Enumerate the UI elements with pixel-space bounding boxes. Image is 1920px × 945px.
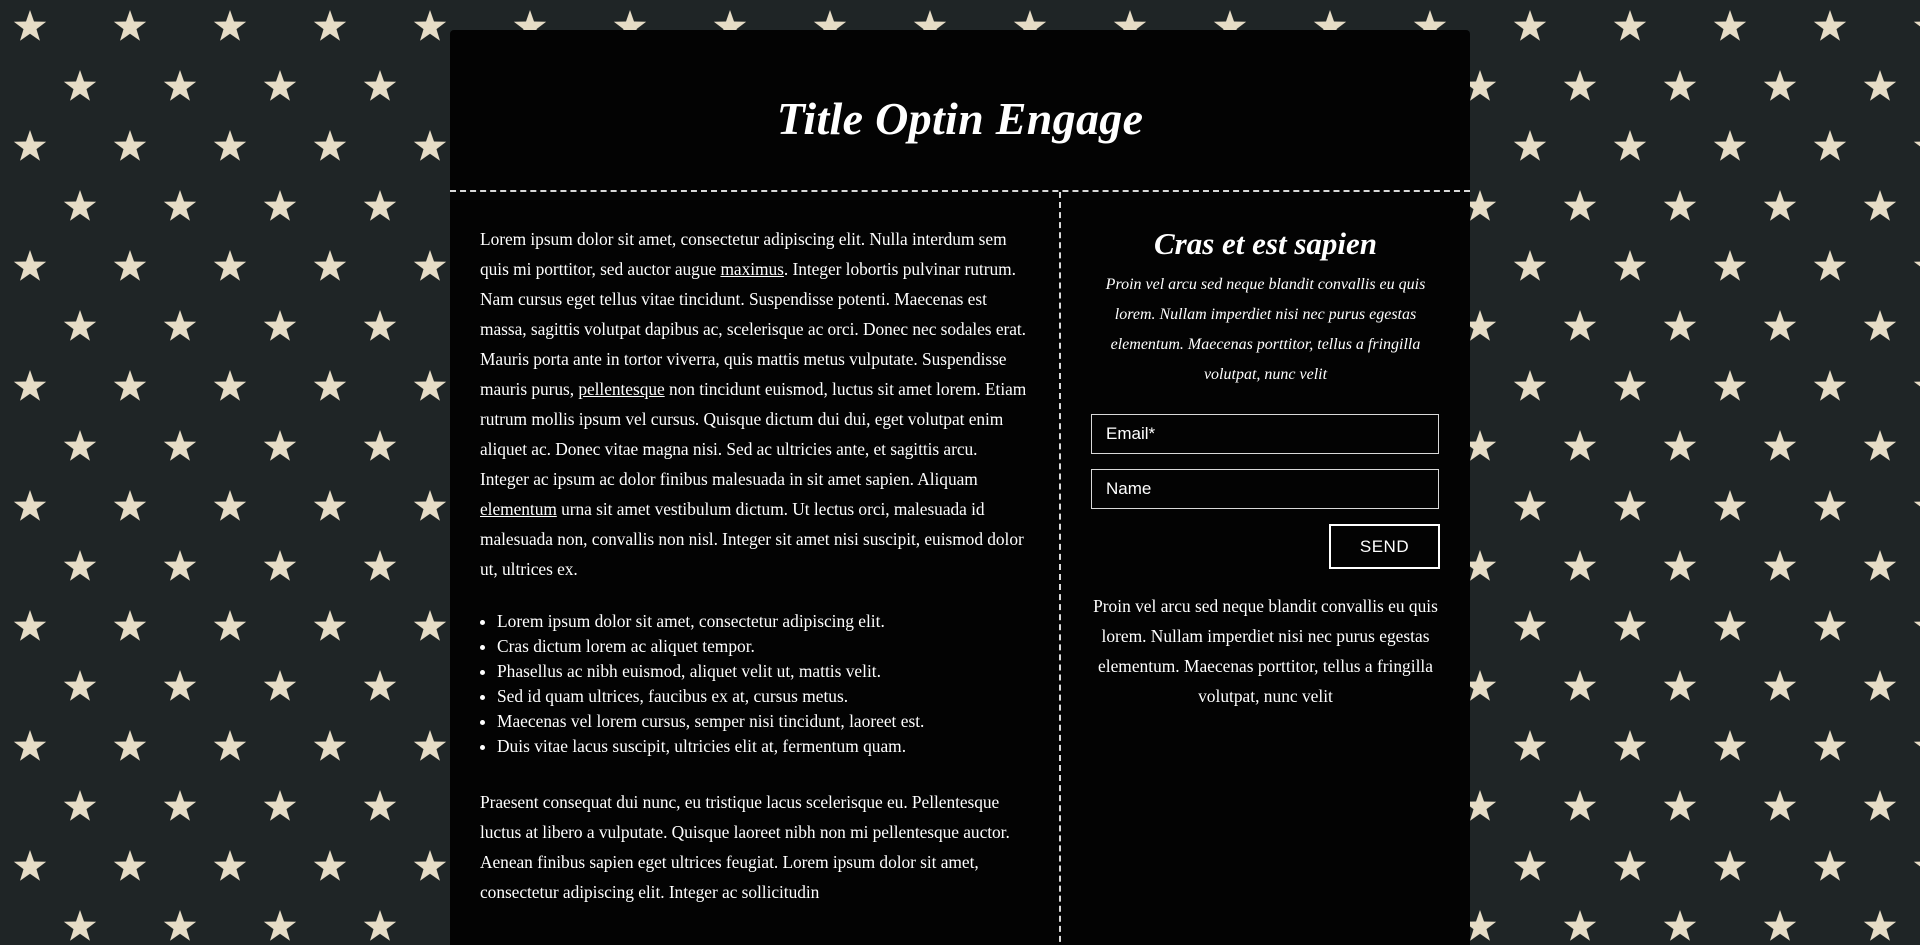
link-elementum[interactable]: elementum [480,499,557,519]
star-icon [1564,910,1596,941]
star-icon [114,370,146,401]
star-icon [164,670,196,701]
star-icon [364,70,396,101]
star-icon [1664,310,1696,341]
star-icon [264,790,296,821]
star-icon [214,610,246,641]
star-icon [264,190,296,221]
star-icon [64,430,96,461]
star-icon [164,550,196,581]
star-icon [414,130,446,161]
star-icon [1614,490,1646,521]
star-icon [1614,130,1646,161]
star-icon [114,730,146,761]
paragraph-text: non tincidunt euismod, luctus sit amet lorem. Etiam rutrum mollis ipsum vel cursus. Quisque dictum dui dui, eget volutpat enim aliquet ac. Donec vitae magna nisi. Sed ac ultricies ante, et sagittis arcu. Integer ac ipsum ac dolor finibus malesuada in sit amet sapien. Aliquam [480,379,1027,489]
star-icon [14,370,46,401]
star-icon [1664,70,1696,101]
star-icon [1664,910,1696,941]
paragraph-text: urna sit amet vestibulum dictum. Ut lectus orci, malesuada id malesuada non, convallis non nisl. Integer sit amet nisi suscipit, euismod dolor ut, ultrices ex. [480,499,1024,579]
star-icon [314,730,346,761]
star-icon [1814,10,1846,41]
star-icon [164,190,196,221]
star-icon [264,910,296,941]
star-icon [1514,490,1546,521]
email-field[interactable] [1091,414,1439,454]
star-icon [264,670,296,701]
star-icon [1764,430,1796,461]
star-icon [1614,370,1646,401]
star-icon [1614,610,1646,641]
star-icon [364,310,396,341]
star-icon [1914,10,1920,41]
card-header [450,30,1470,192]
star-icon [314,850,346,881]
star-icon [1814,610,1846,641]
star-icon [14,490,46,521]
star-icon [1714,130,1746,161]
article-paragraph-2: Praesent consequat dui nunc, eu tristique lacus scelerisque eu. Pellentesque luctus at libero a vulputate. Quisque laoreet nibh non mi pellentesque auctor. Aenean finibus sapien eget ultrices feugiat. Lorem ipsum dolor sit amet, consectetur adipiscing elit. Integer ac sollicitudin [480,792,1010,902]
star-icon [14,850,46,881]
star-icon [1664,790,1696,821]
list-item: • Cras dictum lorem ac aliquet tempor. [497,634,1029,659]
page-title: Title Optin Engage [776,92,1144,144]
list-item: • Lorem ipsum dolor sit amet, consectetur adipiscing elit. [497,609,1029,634]
star-icon [1714,10,1746,41]
star-icon [1714,730,1746,761]
star-icon [414,730,446,761]
star-icon [1864,310,1896,341]
star-icon [1614,10,1646,41]
star-icon [1564,310,1596,341]
star-icon [264,430,296,461]
star-icon [114,610,146,641]
star-icon [1514,250,1546,281]
optin-subtitle: Proin vel arcu sed neque blandit convallis eu quis lorem. Nullam imperdiet nisi nec purus egestas elementum. Maecenas porttitor, tellus a fringilla volutpat, nunc velit [1105,276,1426,383]
star-icon [1914,130,1920,161]
star-icon [414,370,446,401]
star-icon [1864,550,1896,581]
star-icon [1764,70,1796,101]
star-icon [64,190,96,221]
optin-title: Cras et est sapien [1153,226,1378,261]
link-pellentesque[interactable]: pellentesque [578,379,665,399]
optin-footer-text: Proin vel arcu sed neque blandit convallis eu quis lorem. Nullam imperdiet nisi nec purus egestas elementum. Maecenas porttitor, tellus a fringilla volutpat, nunc velit [1093,596,1438,706]
star-icon [1714,850,1746,881]
star-icon [1514,10,1546,41]
star-icon [1564,430,1596,461]
star-icon [214,130,246,161]
star-icon [264,550,296,581]
star-icon [364,670,396,701]
star-icon [364,430,396,461]
star-icon [1714,250,1746,281]
star-icon [14,10,46,41]
star-icon [414,610,446,641]
star-icon [164,910,196,941]
star-icon [64,70,96,101]
star-icon [414,490,446,521]
star-icon [1864,910,1896,941]
optin-form [1091,414,1440,569]
star-icon [364,910,396,941]
star-icon [1664,430,1696,461]
star-icon [64,790,96,821]
star-icon [164,790,196,821]
optin-card [450,30,1470,945]
star-icon [64,670,96,701]
star-icon [414,850,446,881]
star-icon [1814,370,1846,401]
star-icon [164,310,196,341]
star-icon [1914,370,1920,401]
star-icon [1714,490,1746,521]
star-icon [1514,130,1546,161]
star-icon [314,490,346,521]
star-icon [114,130,146,161]
star-icon [214,370,246,401]
star-icon [1764,550,1796,581]
article-paragraph-1 [480,224,1029,584]
star-icon [1564,550,1596,581]
star-icon [1864,430,1896,461]
star-icon [114,850,146,881]
star-icon [1714,610,1746,641]
star-icon [214,10,246,41]
star-icon [64,550,96,581]
star-icon [1764,190,1796,221]
star-icon [364,550,396,581]
star-icon [214,850,246,881]
star-icon [314,10,346,41]
name-field[interactable] [1091,469,1439,509]
star-icon [1564,70,1596,101]
content-columns [450,192,1470,945]
star-icon [1914,850,1920,881]
star-icon [1764,670,1796,701]
star-icon [114,250,146,281]
star-icon [1514,730,1546,761]
star-icon [1814,250,1846,281]
star-icon [64,310,96,341]
star-icon [1814,130,1846,161]
star-icon [214,730,246,761]
send-row [1091,524,1440,569]
star-icon [164,430,196,461]
star-icon [164,70,196,101]
star-icon [1514,850,1546,881]
star-icon [1764,310,1796,341]
star-icon [1614,850,1646,881]
list-item: • Phasellus ac nibh euismod, aliquet velit ut, mattis velit. [497,659,1029,684]
optin-form-column [1061,192,1470,945]
star-icon [1814,730,1846,761]
star-icon [1614,730,1646,761]
list-item: • Sed id quam ultrices, faucibus ex at, cursus metus. [497,684,1029,709]
star-icon [1914,490,1920,521]
list-item: • Duis vitae lacus suscipit, ultricies elit at, fermentum quam. [497,734,1029,759]
star-icon [1864,70,1896,101]
star-icon [314,610,346,641]
star-icon [314,250,346,281]
star-icon [14,610,46,641]
list-item: • Maecenas vel lorem cursus, semper nisi tincidunt, laoreet est. [497,709,1029,734]
bullet-list [480,609,1029,759]
star-icon [64,910,96,941]
star-icon [314,370,346,401]
star-icon [1564,190,1596,221]
star-icon [114,10,146,41]
star-icon [114,490,146,521]
star-icon [264,70,296,101]
star-icon [1864,190,1896,221]
star-icon [1814,850,1846,881]
star-icon [1664,670,1696,701]
star-icon [1664,190,1696,221]
star-icon [1714,370,1746,401]
star-icon [1564,790,1596,821]
star-icon [414,10,446,41]
star-icon [214,250,246,281]
star-icon [1914,250,1920,281]
star-icon [1764,790,1796,821]
star-icon [1914,730,1920,761]
star-icon [1514,610,1546,641]
article-column [450,192,1061,945]
send-button[interactable]: SEND [1329,524,1440,569]
star-icon [214,490,246,521]
star-icon [14,250,46,281]
star-icon [364,790,396,821]
star-icon [1614,250,1646,281]
star-icon [414,250,446,281]
star-icon [1564,670,1596,701]
star-icon [1864,670,1896,701]
star-icon [364,190,396,221]
star-icon [1864,790,1896,821]
star-icon [1664,550,1696,581]
paragraph-text: . Integer lobortis pulvinar rutrum. Nam cursus eget tellus vitae tincidunt. Suspendisse potenti. Maecenas est massa, sagittis volutpat dapibus ac, scelerisque ac orci. Donec nec sodales erat. Mauris porta ante in tortor viverra, quis mattis metus vulputate. Suspendisse mauris purus, [480,259,1026,399]
star-icon [1914,610,1920,641]
star-icon [1514,370,1546,401]
star-icon [14,730,46,761]
paragraph-text: Lorem ipsum dolor sit amet, consectetur adipiscing elit. Nulla interdum sem quis mi porttitor, sed auctor augue [480,229,1007,279]
star-icon [1814,490,1846,521]
star-icon [264,310,296,341]
star-icon [314,130,346,161]
star-icon [14,130,46,161]
star-icon [1764,910,1796,941]
link-maximus[interactable]: maximus [720,259,784,279]
